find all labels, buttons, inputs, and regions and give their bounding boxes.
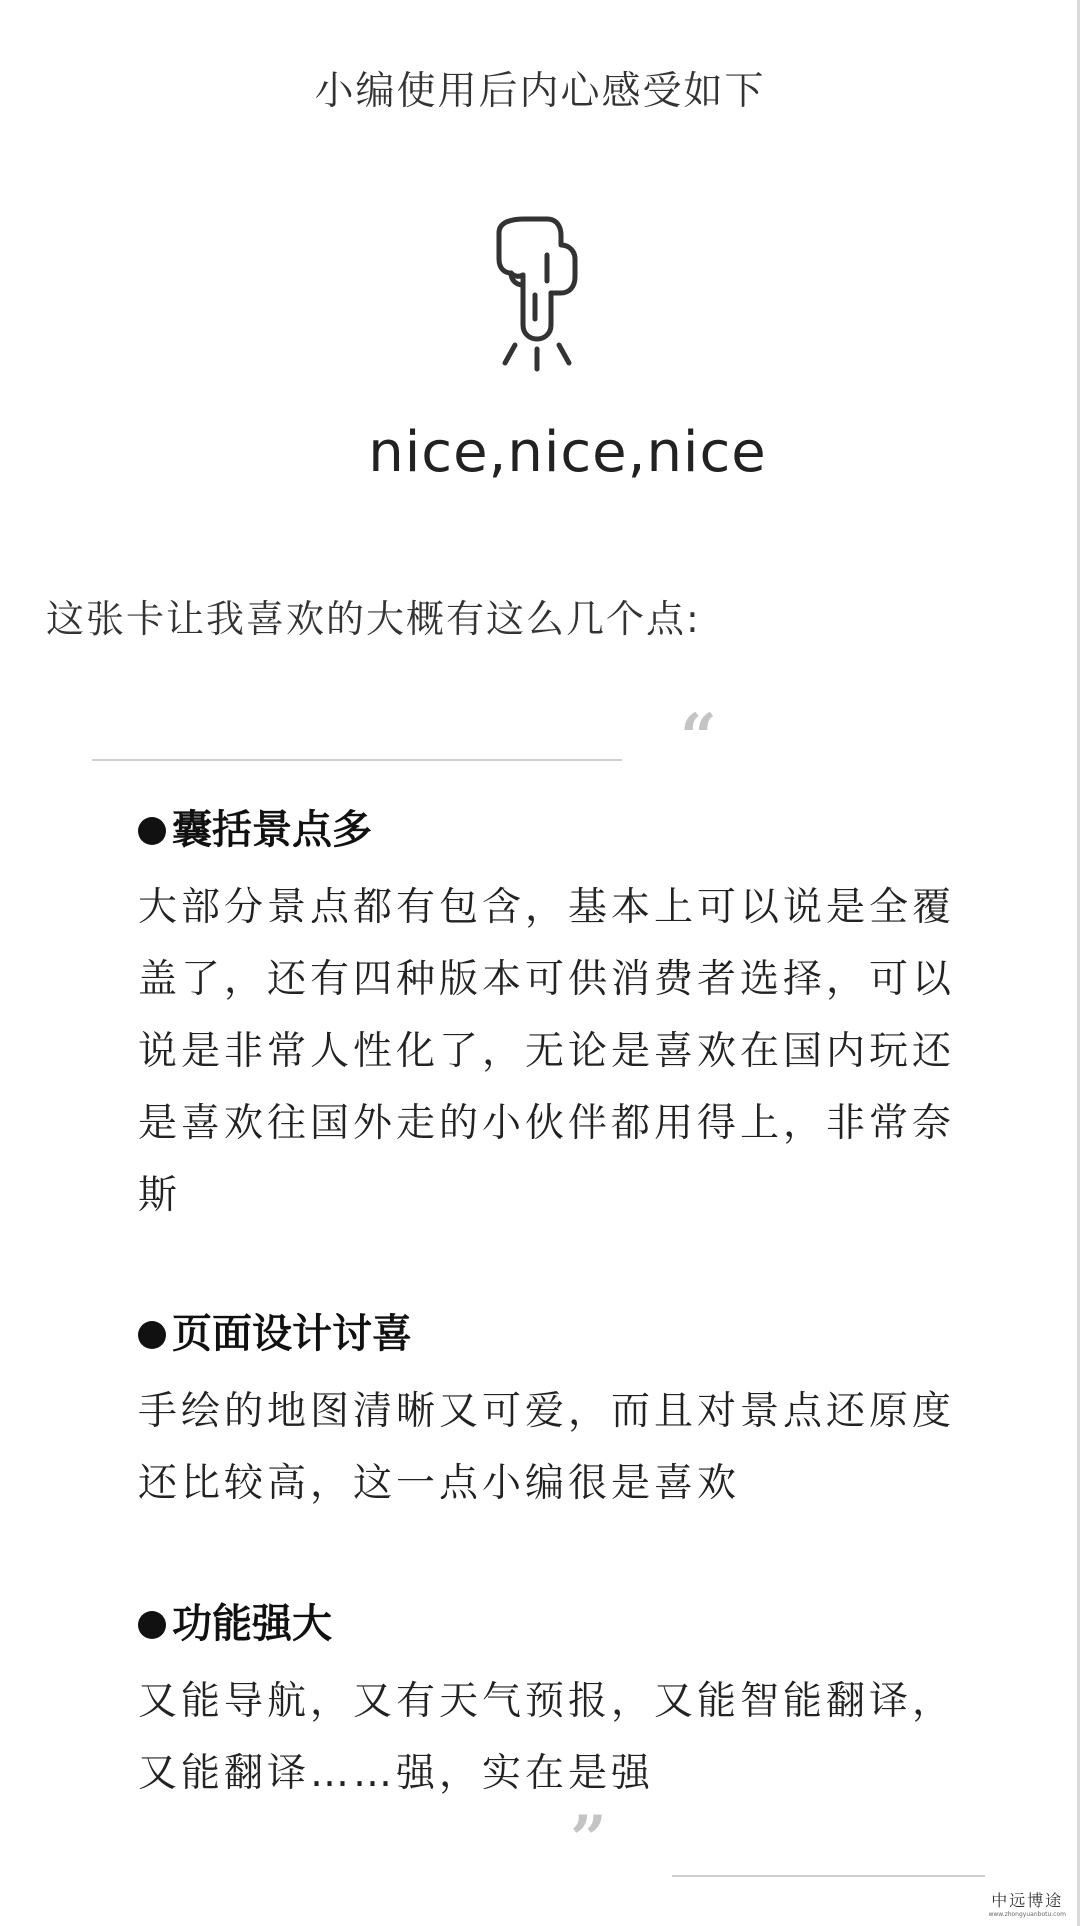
nice-caption: nice,nice,nice	[368, 420, 767, 485]
bullet-dot-icon	[138, 817, 166, 845]
section-heading-text: 囊括景点多	[172, 807, 372, 853]
section-body: 大部分景点都有包含，基本上可以说是全覆盖了，还有四种版本可供消费者选择，可以说是非常人性化了，无论是喜欢在国内玩还是喜欢往国外走的小伙伴都用得上，非常奈斯	[138, 885, 956, 1218]
quote-divider-bottom	[672, 1875, 985, 1877]
intro-text: 小编使用后内心感受如下	[314, 69, 766, 114]
pointing-down-hand-icon	[485, 215, 595, 375]
bullet-dot-icon	[138, 1611, 166, 1639]
section-heading	[138, 1596, 968, 1652]
watermark-name: 中远博途	[991, 1891, 1064, 1910]
section-heading-text: 功能强大	[172, 1601, 332, 1647]
quote-divider-top	[92, 759, 622, 761]
lead-sentence: 这张卡让我喜欢的大概有这么几个点:	[46, 597, 701, 641]
feature-section-design	[138, 1306, 968, 1520]
open-quote-mark: “	[680, 700, 717, 775]
section-heading	[138, 802, 968, 858]
bullet-dot-icon	[138, 1321, 166, 1349]
close-quote-mark: ”	[570, 1802, 607, 1877]
section-body: 手绘的地图清晰又可爱，而且对景点还原度还比较高，这一点小编很是喜欢	[138, 1389, 956, 1506]
feature-section-coverage	[138, 802, 968, 1232]
watermark	[988, 1888, 1066, 1918]
section-body: 又能导航，又有天气预报，又能智能翻译，又能翻译……强，实在是强	[138, 1679, 956, 1796]
feature-section-functions	[138, 1596, 968, 1810]
section-heading	[138, 1306, 968, 1362]
section-heading-text: 页面设计讨喜	[172, 1311, 412, 1357]
watermark-url: www.zhongyuanbotu.com	[988, 1911, 1066, 1918]
